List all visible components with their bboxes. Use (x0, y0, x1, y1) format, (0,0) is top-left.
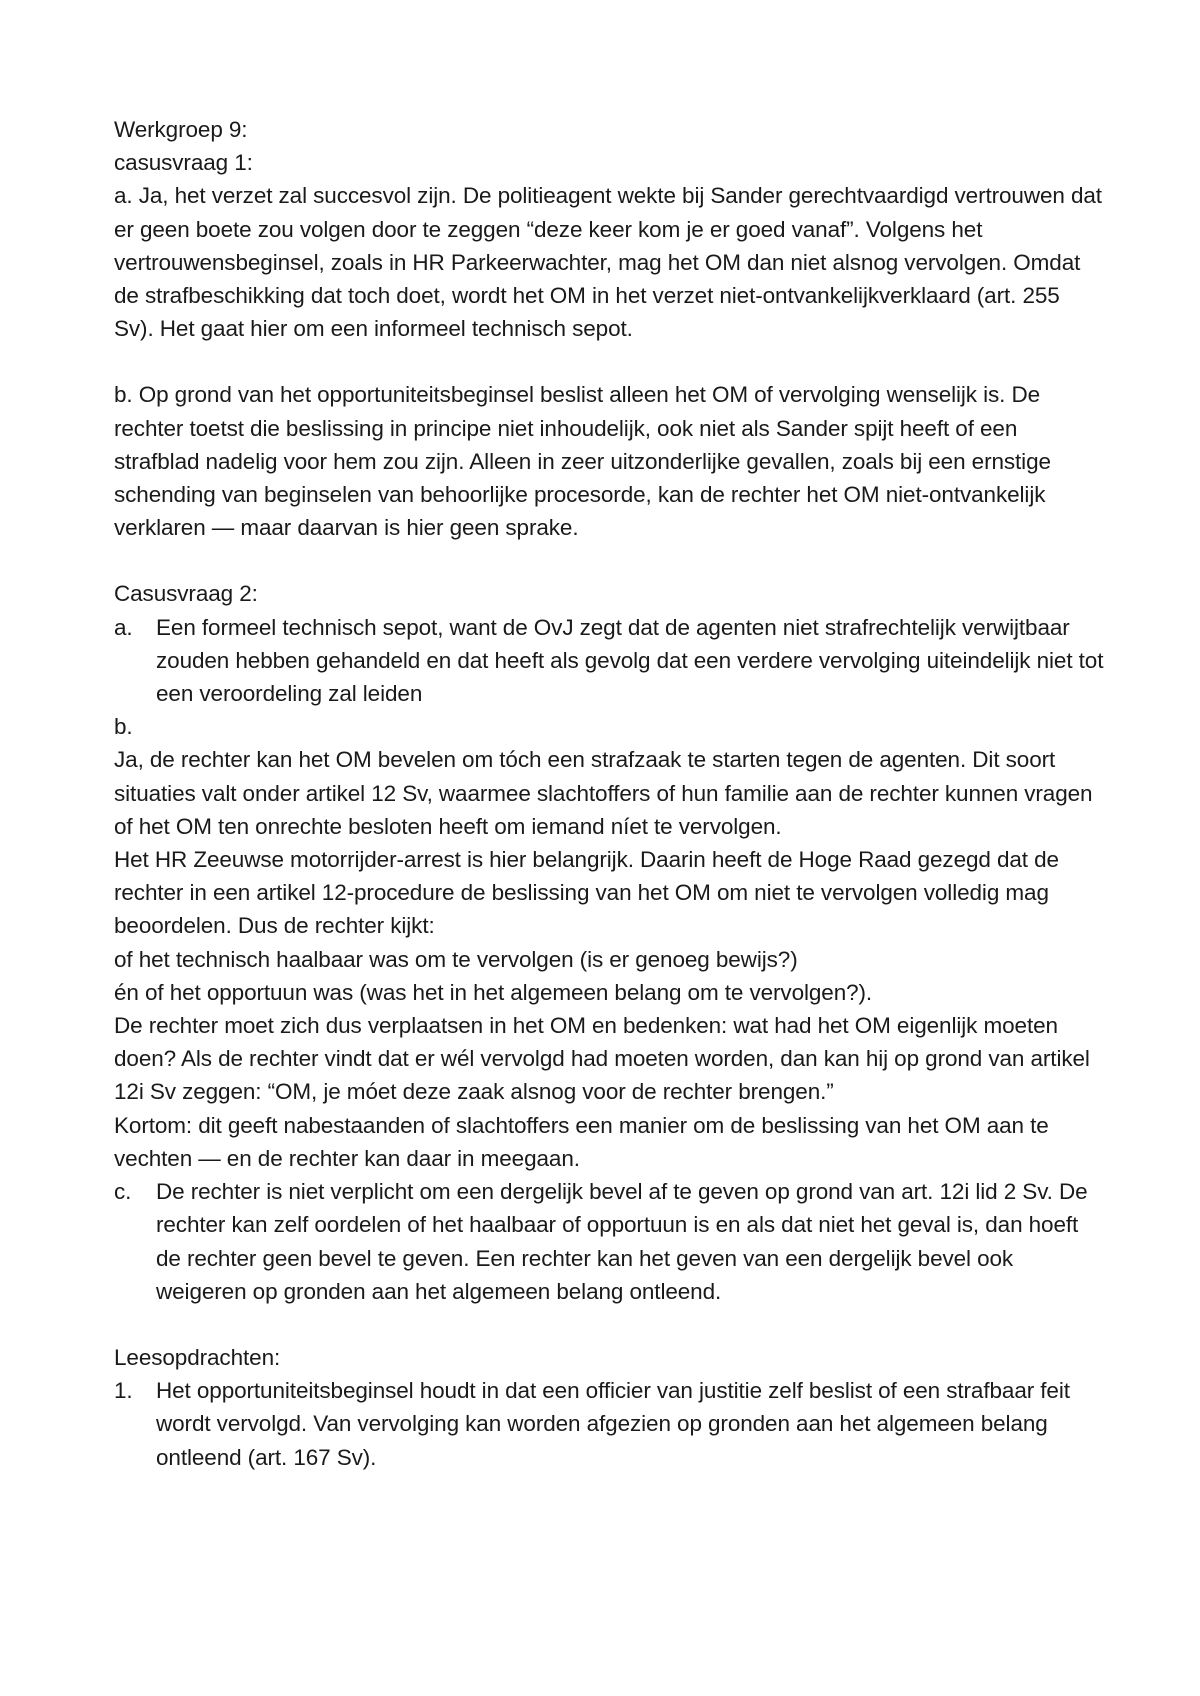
list-marker: c. (114, 1179, 132, 1205)
reading-item-1-text: Het opportuniteitsbeginsel houdt in dat een officier van justitie zelf beslist of een strafbaar feit wordt vervolgd. Van vervolging kan worden afgezien op gronden aan het algemeen belang ontleend (art. 167 Sv). (156, 1378, 1070, 1470)
list-marker: a. (114, 614, 133, 640)
case2-answer-b-marker: b. (114, 714, 133, 740)
case2-answer-c-text: De rechter is niet verplicht om een dergelijk bevel af te geven op grond van art. 12i lid 2 Sv. De rechter kan zelf oordelen of het haalbaar of opportuun is en als dat niet het geval is, dan hoeft de rechter geen bevel te geven. Een rechter kan het geven van een dergelijk bevel ook weigeren op gronden aan het algemeen belang ontleend. (156, 1179, 1088, 1304)
case2-answer-b-paragraph: Het HR Zeeuwse motorrijder-arrest is hier belangrijk. Daarin heeft de Hoge Raad gezegd dat de rechter in een artikel 12-procedure de beslissing van het OM om niet te vervolgen volledig mag beoordelen. Dus de rechter kijkt: (114, 847, 1059, 939)
case2-answer-b-paragraph: Kortom: dit geeft nabestaanden of slachtoffers een manier om de beslissing van het OM aan te vechten — en de rechter kan daar in meegaan. (114, 1112, 1049, 1171)
case1-title: casusvraag 1: (114, 150, 253, 176)
spacer (114, 345, 1104, 378)
case2-answer-b-paragraph: of het technisch haalbaar was om te vervolgen (is er genoeg bewijs?) (114, 946, 798, 972)
case2-answer-c (114, 1175, 1104, 1308)
case1-answer-a: a. Ja, het verzet zal succesvol zijn. De politieagent wekte bij Sander gerechtvaardigd vertrouwen dat er geen boete zou volgen door te zeggen “deze keer kom je er goed vanaf”. Volgens het vertrouwensbeginsel, zoals in HR Parkeerwachter, mag het OM dan niet alsnog vervolgen. Omdat de strafbeschikking dat toch doet, wordt het OM in het verzet niet-ontvankelijkverklaard (art. 255 Sv). Het gaat hier om een informeel technisch sepot. (114, 183, 1102, 342)
spacer (114, 544, 1104, 577)
case2-answer-b (114, 743, 1104, 1175)
case2-title: Casusvraag 2: (114, 581, 258, 607)
case1-answer-b: b. Op grond van het opportuniteitsbeginsel beslist alleen het OM of vervolging wenselijk is. De rechter toetst die beslissing in principe niet inhoudelijk, ook niet als Sander spijt heeft of een strafblad nadelig voor hem zou zijn. Alleen in zeer uitzonderlijke gevallen, zoals bij een ernstige schending van beginselen van behoorlijke procesorde, kan de rechter het OM niet-ontvankelijk verklaren — maar daarvan is hier geen sprake. (114, 382, 1051, 541)
case2-answer-b-paragraph: De rechter moet zich dus verplaatsen in het OM en bedenken: wat had het OM eigenlijk moeten doen? Als de rechter vindt dat er wél vervolgd had moeten worden, dan kan hij op grond van artikel 12i Sv zeggen: “OM, je móet deze zaak alsnog voor de rechter brengen.” (114, 1013, 1090, 1105)
case2-answer-b-paragraph: Ja, de rechter kan het OM bevelen om tóch een strafzaak te starten tegen de agenten. Dit soort situaties valt onder artikel 12 Sv, waarmee slachtoffers of hun familie aan de rechter kunnen vragen of het OM ten onrechte besloten heeft om iemand níet te vervolgen. (114, 747, 1093, 839)
spacer (114, 1308, 1104, 1341)
document-page (114, 113, 1104, 1474)
case2-answer-b-paragraph: én of het opportuun was (was het in het algemeen belang om te vervolgen?). (114, 979, 873, 1005)
document-heading: Werkgroep 9: (114, 117, 248, 142)
reading-item-1 (114, 1374, 1104, 1474)
case2-answer-a (114, 611, 1104, 711)
reading-title: Leesopdrachten: (114, 1344, 281, 1370)
list-marker: 1. (114, 1378, 133, 1404)
case2-answer-a-text: Een formeel technisch sepot, want de OvJ zegt dat de agenten niet strafrechtelijk verwijtbaar zouden hebben gehandeld en dat heeft als gevolg dat een verdere vervolging uiteindelijk niet tot een veroordeling zal leiden (156, 614, 1104, 707)
